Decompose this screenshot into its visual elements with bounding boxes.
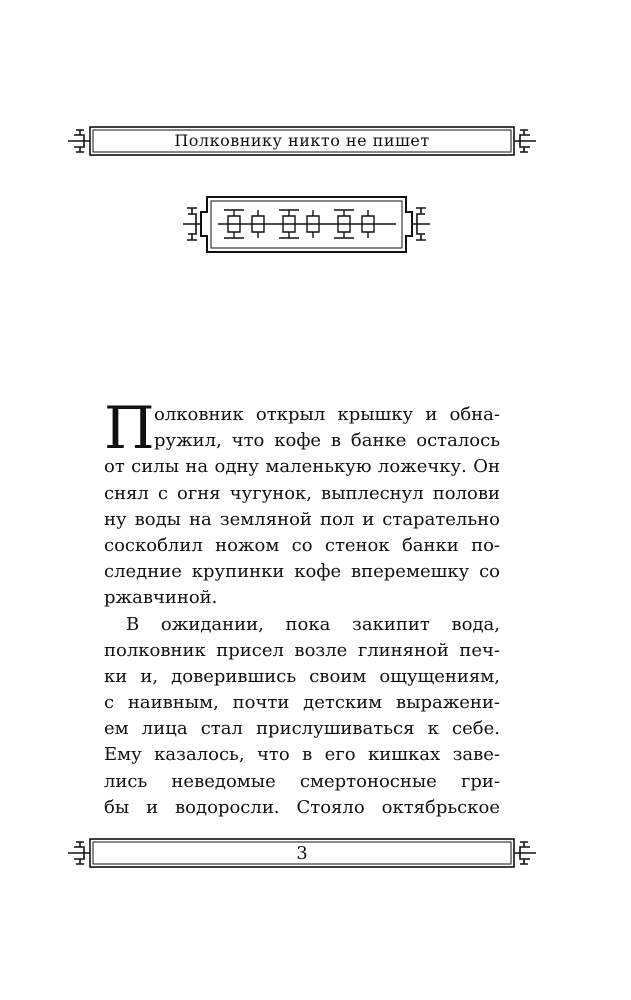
footer-right-ornament [514, 842, 536, 864]
page-number: 3 [296, 843, 308, 864]
footer-left-ornament [68, 842, 90, 864]
text-line: соскоблил ножом со стенок банки по- [104, 534, 500, 556]
text-line: от силы на одну маленькую ложечку. Он [104, 456, 500, 478]
header-left-ornament [68, 130, 90, 152]
text-line: полковник присел возле глиняной печ- [104, 639, 500, 661]
text-line: бы и водоросли. Стояло октябрьское [104, 796, 500, 818]
running-title: Полковнику никто не пишет [174, 131, 430, 150]
text-line: ржавчиной. [104, 587, 218, 609]
text-line: олковник открыл крышку и обна- [154, 404, 500, 425]
chapter-ornament-pattern [218, 210, 396, 238]
body-text [104, 394, 500, 821]
chapter-ornament-left-cap [183, 208, 201, 240]
text-line: В ожидании, пока закипит вода, [126, 613, 500, 635]
text-line: ну воды на земляной пол и старательно [104, 508, 500, 530]
text-line: ки и, доверившись своим ощущениям, [104, 665, 500, 687]
text-line: ружил, что кофе в банке осталось [154, 430, 500, 452]
chapter-ornament-right-cap [412, 208, 430, 240]
text-line: следние крупинки кофе вперемешку со [104, 561, 500, 583]
header-right-ornament [514, 130, 536, 152]
text-line: Ему казалось, что в его кишках заве- [104, 744, 500, 766]
text-line: лись неведомые смертоносные гри- [104, 770, 500, 792]
drop-cap: П [104, 394, 155, 462]
text-line: с наивным, почти детским выражени- [104, 692, 500, 714]
text-line: снял с огня чугунок, выплеснул полови [104, 482, 500, 504]
text-line: ем лица стал прислушиваться к себе. [104, 718, 500, 740]
